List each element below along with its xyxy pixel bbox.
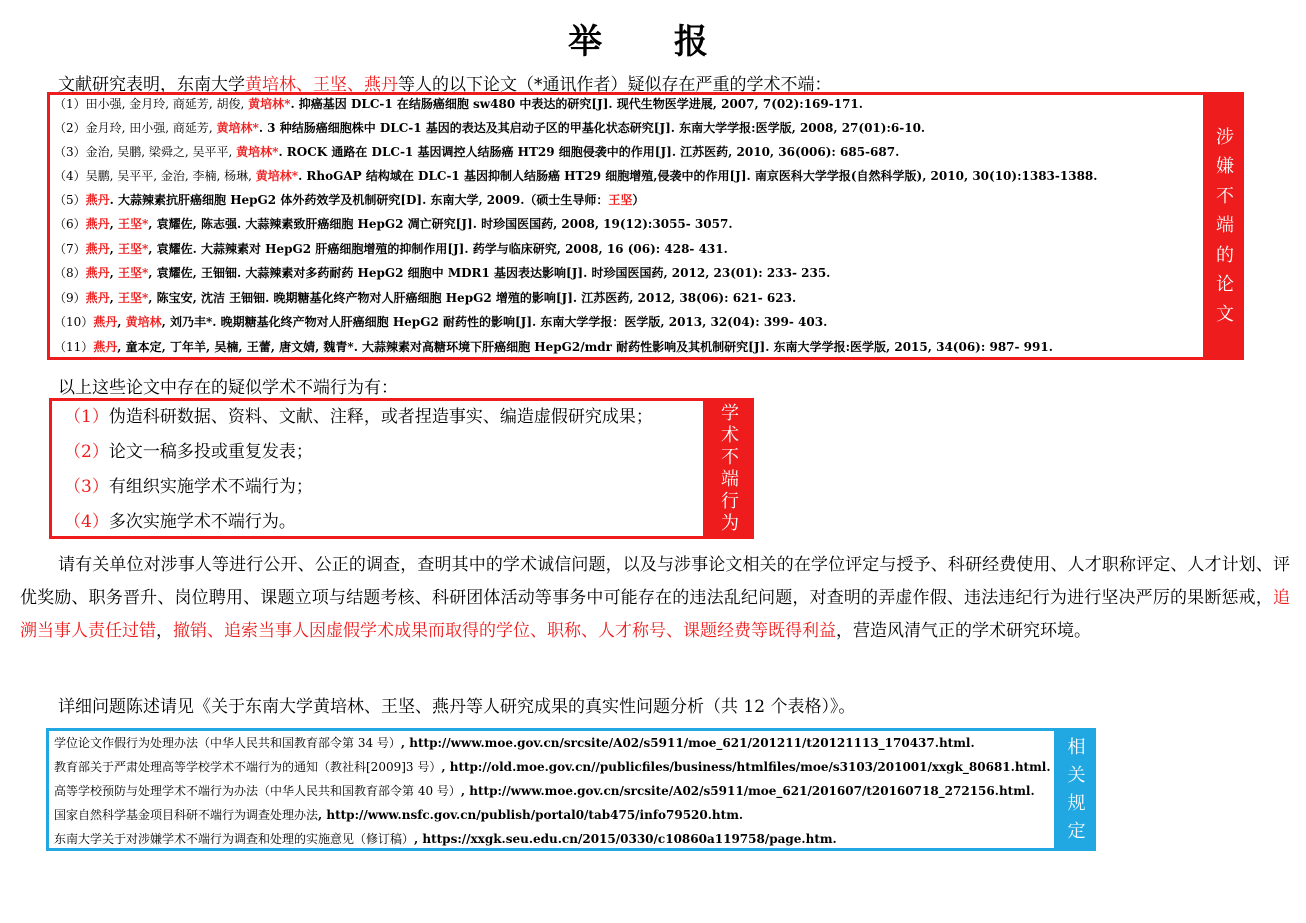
tag-char: 术 [721,424,739,446]
tag-char: 为 [721,512,739,534]
tag-char: 定 [1067,820,1086,842]
tag-char: 文 [1216,303,1234,325]
paper-item: （6）燕丹, 王坚*, 袁耀佐, 陈志强. 大蒜辣素致肝癌细胞 HepG2 凋亡研究[J]. 时珍国医国药, 2008, 19(12):3055- 3057. [54,217,733,231]
misconduct-item: （1）伪造科研数据、资料、文献、注释，或者捏造事实、编造虚假研究成果； [64,407,653,427]
papers-tag [1206,92,1244,360]
tag-char: 的 [1216,244,1234,266]
regulation-item: 高等学校预防与处理学术不端行为办法（中华人民共和国教育部令第 40 号）, http://www.moe.gov.cn/srcsite/A02/s5911/moe_621/201607/t20160718_272156.html. [54,784,1035,798]
tag-char: 涉 [1216,126,1234,148]
paper-item: （3）金治, 吴鹏, 梁舜之, 吴平平, 黄培林*. ROCK 通路在 DLC-1 基因调控人结肠癌 HT29 细胞侵袭中的作用[J]. 江苏医药, 2010, 36(006): 685-687. [54,145,900,159]
paper-item: （10）燕丹, 黄培林, 刘乃丰*. 晚期糖基化终产物对人肝癌细胞 HepG2 耐药性的影响[J]. 东南大学学报：医学版, 2013, 32(04): 399- 403. [54,315,828,329]
tag-char: 端 [721,468,739,490]
regulation-item: 教育部关于严肃处理高等学校学术不端行为的通知（教社科[2009]3 号）, http://old.moe.gov.cn//publicfiles/business/htmlfiles/moe/s3103/201001/xxgk_80681.html. [54,760,1051,774]
tag-char: 关 [1067,764,1086,786]
misconduct-intro: 以上这些论文中存在的疑似学术不端行为有： [58,378,398,398]
regulation-item: 东南大学关于对涉嫌学术不端行为调查和处理的实施意见（修订稿）, https://xxgk.seu.edu.cn/2015/0330/c10860a119758/page.htm. [54,832,837,846]
tag-char: 不 [1216,185,1234,207]
paper-item: （1）田小强, 金月玲, 商延芳, 胡俊, 黄培林*. 抑癌基因 DLC-1 在结肠癌细胞 sw480 中表达的研究[J]. 现代生物医学进展, 2007, 7(02):169-171. [54,97,863,111]
paper-item: （11）燕丹, 童本定, 丁年羊, 吴楠, 王蕾, 唐文婧, 魏青*. 大蒜辣素对高糖环境下肝癌细胞 HepG2/mdr 耐药性影响及其机制研究[J]. 东南大学学报:医学版, 2015, 34(06): 987- 991. [54,340,1053,354]
paper-item: （9）燕丹, 王坚*, 陈宝安, 沈洁 王钿钿. 晚期糖基化终产物对人肝癌细胞 HepG2 增殖的影响[J]. 江苏医药, 2012, 38(06): 621- 623. [54,291,797,305]
intro-prefix: 文献研究表明，东南大学 [58,75,245,95]
tag-char: 相 [1067,736,1086,758]
paper-item: （2）金月玲, 田小强, 商延芳, 黄培林*. 3 种结肠癌细胞株中 DLC-1 基因的表达及其启动子区的甲基化状态研究[J]. 东南大学学报:医学版, 2008, 27(01):6-10. [54,121,926,135]
detail-text: 详细问题陈述请见《关于东南大学黄培林、王坚、燕丹等人研究成果的真实性问题分析（共 12 个表格）》。 [58,697,856,717]
page-title: 举 报 [568,22,738,62]
intro-names: 黄培林、王坚、燕丹 [245,75,398,95]
intro-suffix: 等人的以下论文（*通讯作者）疑似存在严重的学术不端： [398,75,832,95]
paper-item: （4）吴鹏, 吴平平, 金治, 李楠, 杨琳, 黄培林*. RhoGAP 结构域在 DLC-1 基因抑制人结肠癌 HT29 细胞增殖,侵袭中的作用[J]. 南京医科大学学报(自然科学版), 2010, 30(10):1383-1388. [54,169,1098,183]
paper-item: （8）燕丹, 王坚*, 袁耀佐, 王钿钿. 大蒜辣素对多药耐药 HepG2 细胞中 MDR1 基因表达影响[J]. 时珍国医国药, 2012, 23(01): 233- 235. [54,266,831,280]
misconduct-item: （4）多次实施学术不端行为。 [64,512,296,532]
tag-char: 端 [1216,215,1234,237]
tag-char: 学 [721,402,739,424]
request-paragraph: 请有关单位对涉事人等进行公开、公正的调查，查明其中的学术诚信问题，以及与涉事论文相关的在学位评定与授予、科研经费使用、人才职称评定、人才计划、评优奖励、职务晋升、岗位聘用、课题立项与结题考核、科研团体活动等事务中可能存在的违法乱纪问题，对查明的弄虚作假、违法违纪行为进行坚决严厉的果断惩戒，追溯当事人责任过错，撤销、追索当事人因虚假学术成果而取得的学位、职称、人才称号、课题经费等既得利益，营造风清气正的学术研究环境。 [20,555,1290,641]
tag-char: 规 [1067,792,1086,814]
tag-char: 不 [721,446,739,468]
tag-char: 论 [1216,274,1234,296]
misconduct-item: （3）有组织实施学术不端行为； [64,477,313,497]
tag-char: 嫌 [1216,156,1234,178]
tag-char: 行 [721,490,739,512]
regulation-item: 学位论文作假行为处理办法（中华人民共和国教育部令第 34 号）, http://www.moe.gov.cn/srcsite/A02/s5911/moe_621/201211/t20121113_170437.html. [54,736,975,750]
paper-item: （7）燕丹, 王坚*, 袁耀佐. 大蒜辣素对 HepG2 肝癌细胞增殖的抑制作用[J]. 药学与临床研究, 2008, 16 (06): 428- 431. [54,242,728,256]
regulations-tag [1057,728,1096,851]
misconduct-item: （2）论文一稿多投或重复发表； [64,442,313,462]
misconduct-tag [706,398,754,539]
regulation-item: 国家自然科学基金项目科研不端行为调查处理办法, http://www.nsfc.gov.cn/publish/portal0/tab475/info79520.htm. [54,808,744,822]
paper-item: （5）燕丹. 大蒜辣素抗肝癌细胞 HepG2 体外药效学及机制研究[D]. 东南大学, 2009.（硕士生导师：王坚） [54,193,645,207]
